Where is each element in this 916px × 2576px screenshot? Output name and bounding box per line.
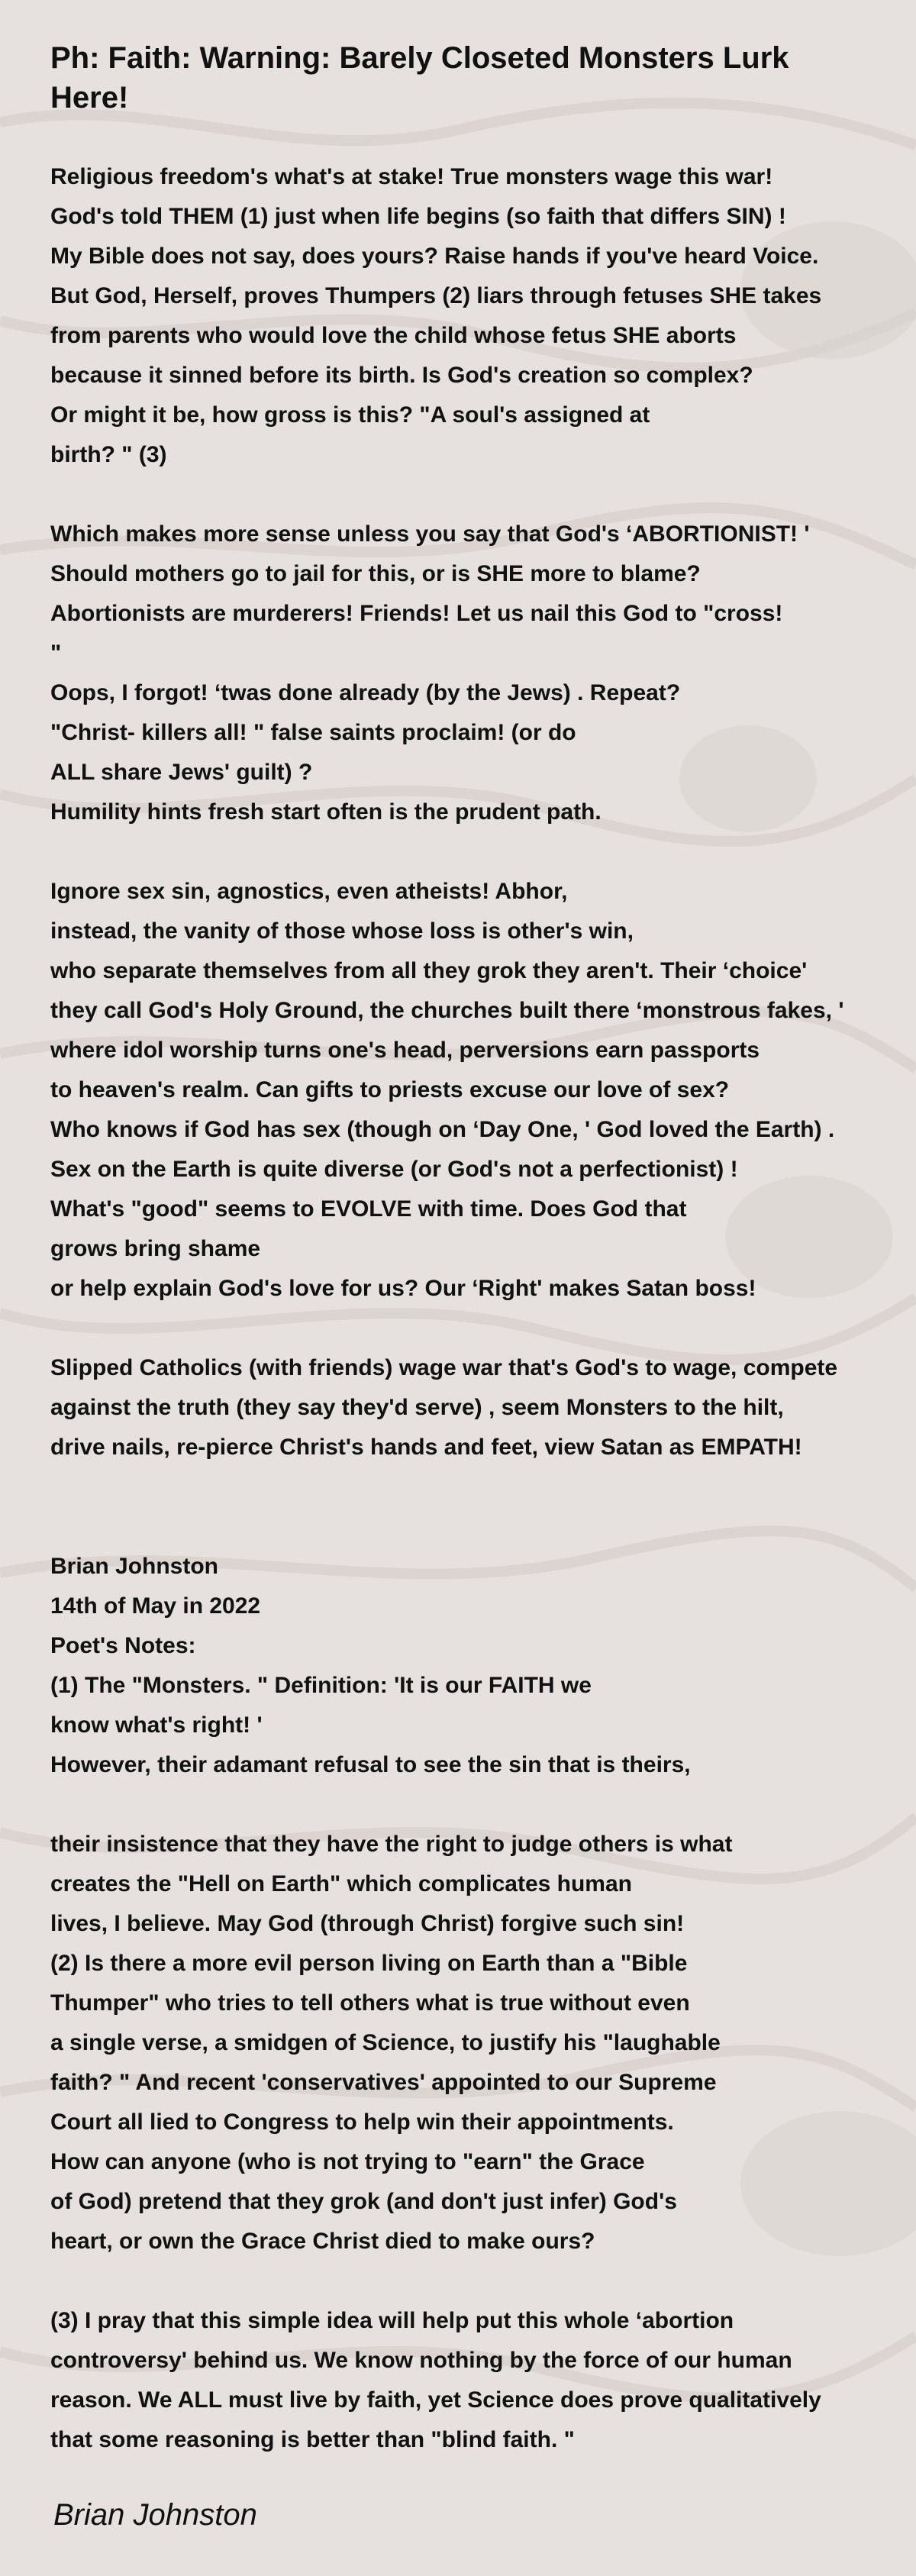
poem-line: (1) The "Monsters. " Definition: 'It is our FAITH we [50,1673,592,1698]
author-signature: Brian Johnston [53,2498,257,2532]
poem-line: controversy' behind us. We know nothing by the force of our human [50,2348,792,2373]
poem-line: Poet's Notes: [50,1633,196,1658]
poem-line: Abortionists are murderers! Friends! Let us nail this God to "cross! [50,601,783,626]
poem-line: Slipped Catholics (with friends) wage war that's God's to wage, compete [50,1355,838,1380]
poem-line: God's told THEM (1) just when life begins (so faith that differs SIN) ! [50,204,786,229]
stanza-break [50,1507,893,1547]
poem-line: lives, I believe. May God (through Christ) forgive such sin! [50,1911,685,1936]
poem-line: a single verse, a smidgen of Science, to justify his "laughable [50,2030,721,2055]
stanza-break [50,1785,893,1825]
poem-line: because it sinned before its birth. Is God's creation so complex? [50,363,753,388]
stanza-break [50,1309,893,1348]
stanza-break [50,2261,893,2301]
poem-line: (2) Is there a more evil person living on Earth than a "Bible [50,1951,688,1976]
poem-line: grows bring shame [50,1236,261,1261]
poem-line: How can anyone (who is not trying to "earn" the Grace [50,2149,645,2174]
poem-line: "Christ- killers all! " false saints proclaim! (or do [50,720,576,745]
poem-line: Court all lied to Congress to help win their appointments. [50,2110,674,2135]
poem-line: birth? " (3) [50,442,167,467]
poem-line: Which makes more sense unless you say that God's ‘ABORTIONIST! ' [50,521,810,547]
poem-line: Humility hints fresh start often is the prudent path. [50,799,602,825]
poem-line: instead, the vanity of those whose loss is other's win, [50,918,634,944]
poem-line: However, their adamant refusal to see the sin that is theirs, [50,1752,691,1777]
poem-line: to heaven's realm. Can gifts to priests excuse our love of sex? [50,1077,730,1102]
stanza-break [50,832,893,872]
poem-line: or help explain God's love for us? Our ‘Right' makes Satan boss! [50,1276,756,1301]
poem-line: My Bible does not say, does yours? Raise hands if you've heard Voice. [50,244,819,269]
poem-line: where idol worship turns one's head, perversions earn passports [50,1038,760,1063]
poem-line: who separate themselves from all they grok they aren't. Their ‘choice' [50,958,808,983]
poem-line: But God, Herself, proves Thumpers (2) liars through fetuses SHE takes [50,283,822,308]
poem-line: Should mothers go to jail for this, or is SHE more to blame? [50,561,701,586]
stanza-break [50,1467,893,1507]
poem-line: Ignore sex sin, agnostics, even atheists! Abhor, [50,879,568,904]
poem-line: " [50,641,62,666]
poem-line: that some reasoning is better than "blind faith. " [50,2427,575,2452]
poem-line: Sex on the Earth is quite diverse (or God's not a perfectionist) ! [50,1157,738,1182]
poem-line: What's "good" seems to EVOLVE with time. Does God that [50,1196,687,1222]
poem-line: Brian Johnston [50,1554,219,1579]
stanza-break [50,475,893,515]
poem-line: of God) pretend that they grok (and don't just infer) God's [50,2189,677,2214]
poem-line: heart, or own the Grace Christ died to make ours? [50,2229,595,2254]
poem-line: ALL share Jews' guilt) ? [50,760,313,785]
poem-line: faith? " And recent 'conservatives' appointed to our Supreme [50,2070,717,2095]
poem-line: (3) I pray that this simple idea will help put this whole ‘abortion [50,2308,734,2333]
poem-line: Or might it be, how gross is this? "A soul's assigned at [50,402,650,428]
poem-line: their insistence that they have the right to judge others is what [50,1832,733,1857]
poem-line: Oops, I forgot! ‘twas done already (by the Jews) . Repeat? [50,680,681,705]
poem-body [50,157,893,2460]
poem-line: from parents who would love the child whose fetus SHE aborts [50,323,737,348]
poem-line: Religious freedom's what's at stake! True monsters wage this war! [50,164,773,189]
poem-title: Ph: Faith: Warning: Barely Closeted Monsters Lurk Here! [50,41,789,115]
poem-line: 14th of May in 2022 [50,1593,261,1619]
poem-line: reason. We ALL must live by faith, yet Science does prove qualitatively [50,2387,821,2413]
poem-line: creates the "Hell on Earth" which complicates human [50,1871,632,1896]
poem-line: they call God's Holy Ground, the churches built there ‘monstrous fakes, ' [50,998,844,1023]
poem-line: Who knows if God has sex (though on ‘Day One, ' God loved the Earth) . [50,1117,835,1142]
poem-line: know what's right! ' [50,1712,263,1738]
poem-line: Thumper" who tries to tell others what is true without even [50,1990,690,2016]
poem-line: drive nails, re-pierce Christ's hands and feet, view Satan as EMPATH! [50,1435,802,1460]
poem-line: against the truth (they say they'd serve) , seem Monsters to the hilt, [50,1395,784,1420]
